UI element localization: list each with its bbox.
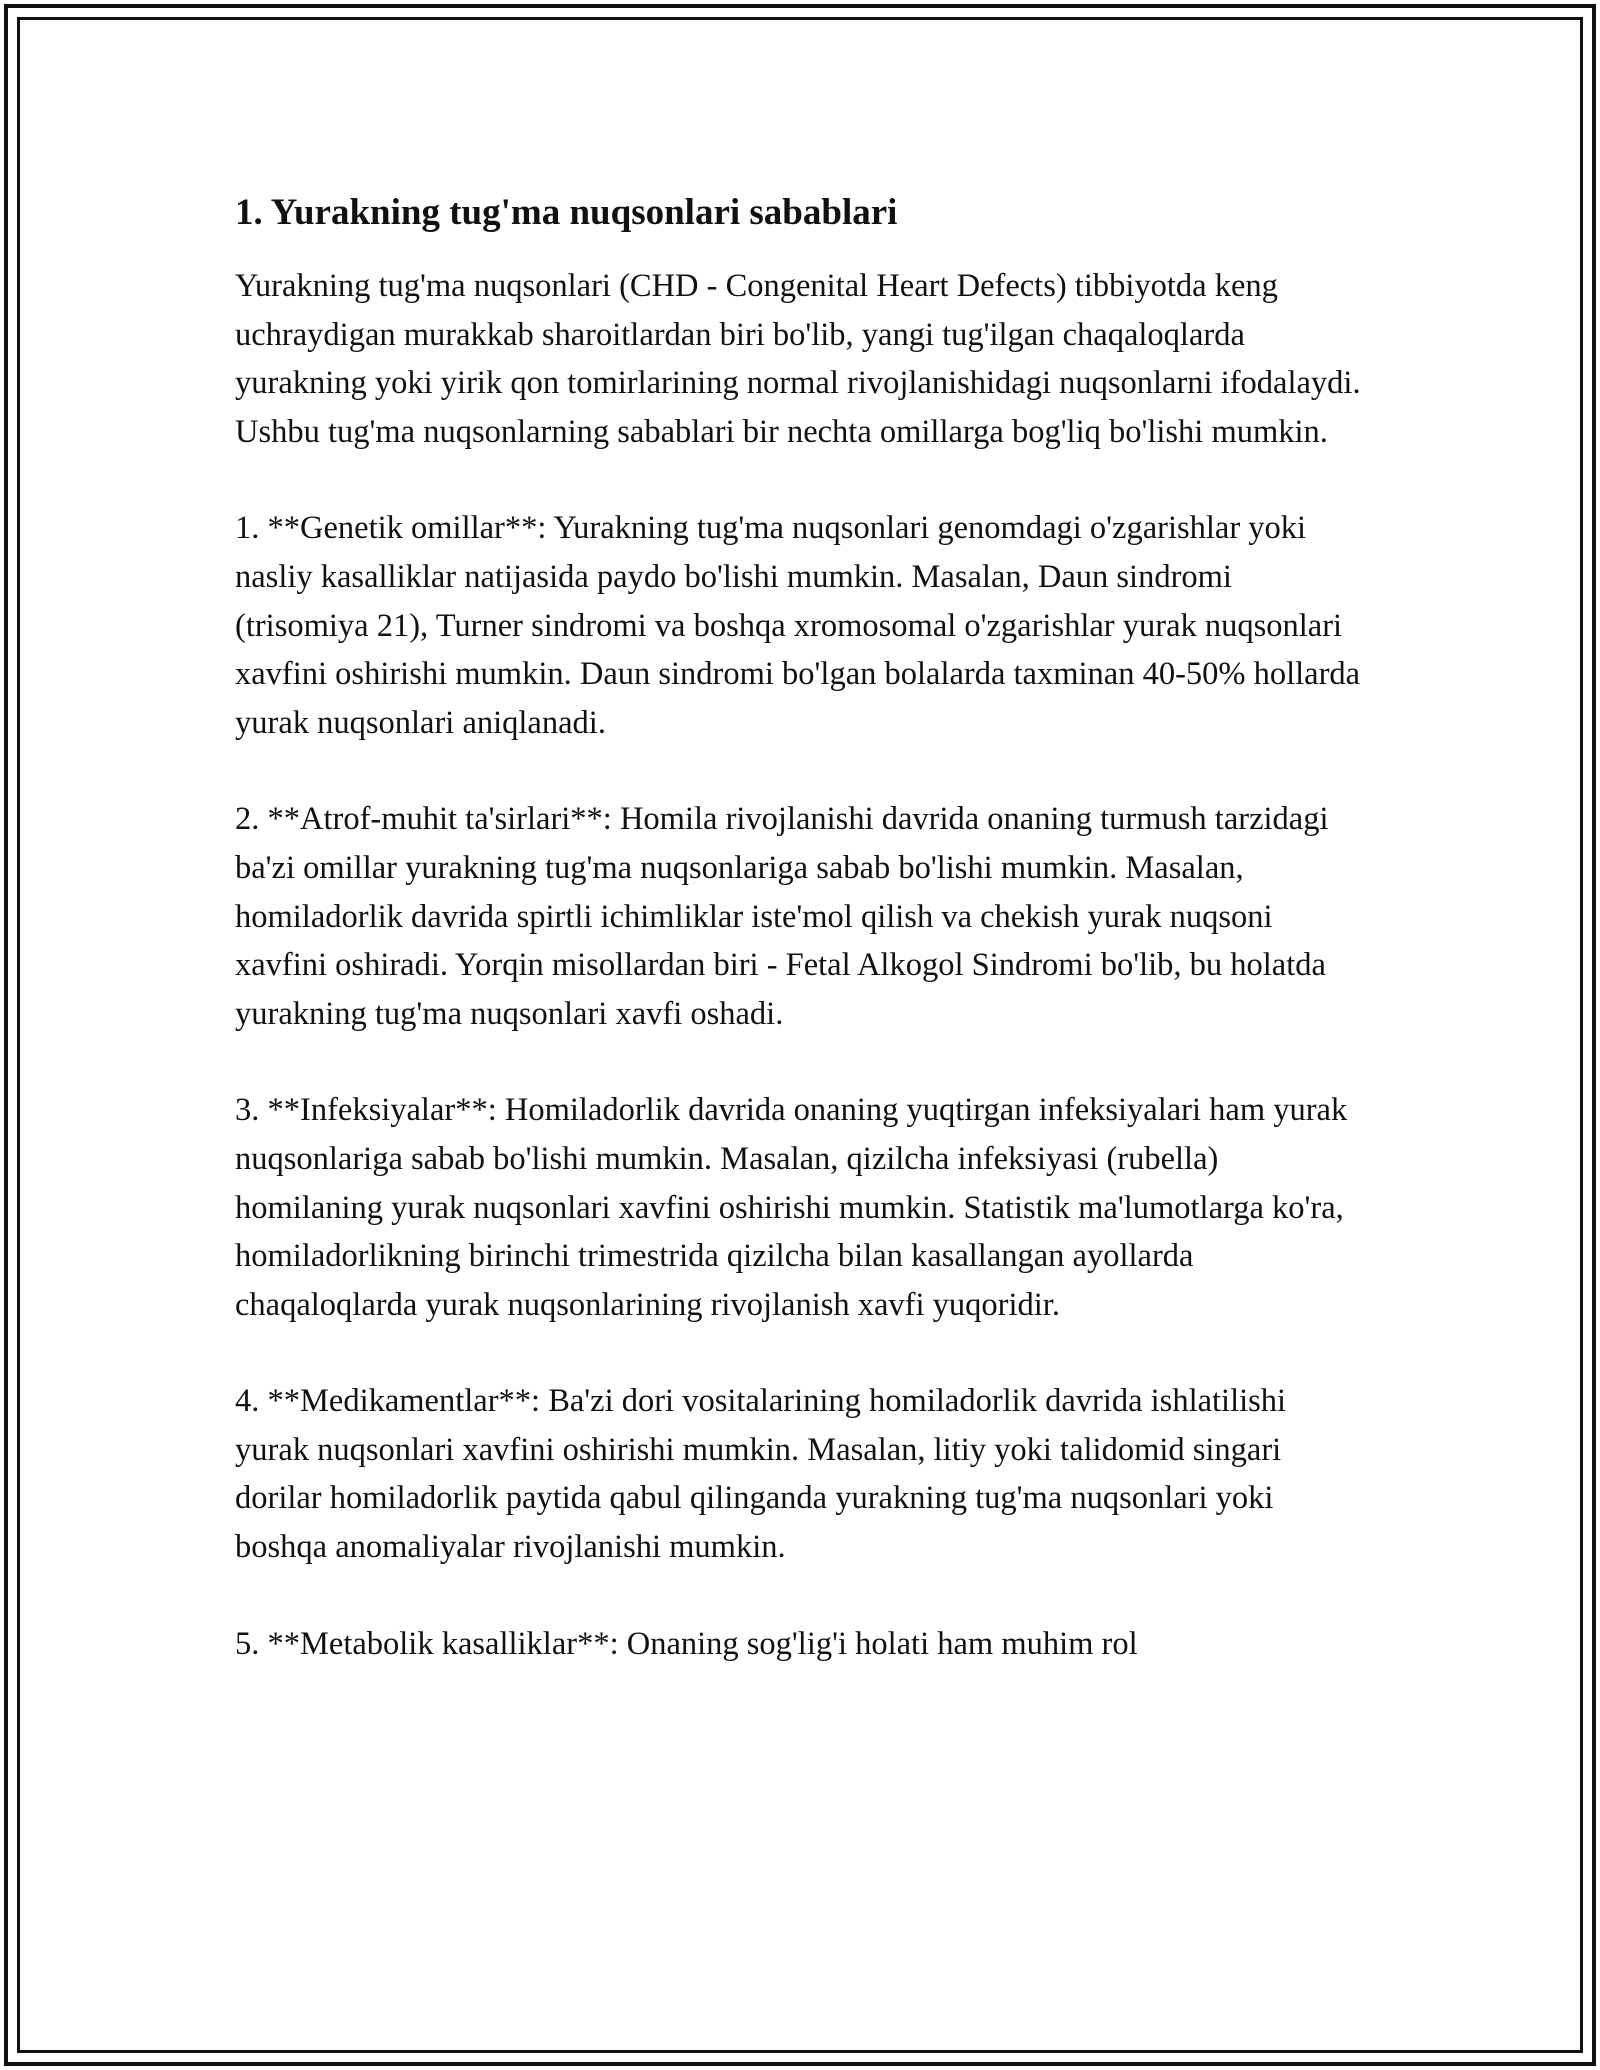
medications-paragraph: 4. **Medikamentlar**: Ba'zi dori vositalarining homiladorlik davrida ishlatilishi yurak nuqsonlari xavfini oshirishi mumkin. Masalan, litiy yoki talidomid singari dorilar homiladorlik paytida qabul qilinganda yurakning tug'ma nuqsonlari yoki boshqa anomaliyalar rivojlanishi mumkin. [235, 1383, 1287, 1566]
metabolic-diseases-paragraph: 5. **Metabolik kasalliklar**: Onaning sog'lig'i holati ham muhim rol [235, 1625, 1138, 1662]
intro-paragraph: Yurakning tug'ma nuqsonlari (CHD - Congenital Heart Defects) tibbiyotda keng uchraydigan murakkab sharoitlardan biri bo'lib, yangi tug'ilgan chaqaloqlarda yurakning yoki yirik qon tomirlarining normal rivojlanishidagi nuqsonlarni ifodalaydi. Ushbu tug'ma nuqsonlarning sabablari bir nechta omillarga bog'liq bo'lishi mumkin. [235, 268, 1361, 450]
infections-paragraph: 3. **Infeksiyalar**: Homiladorlik davrida onaning yuqtirgan infeksiyalari ham yurak nuqsonlariga sabab bo'lishi mumkin. Masalan, qizilcha infeksiyasi (rubella) homilaning yurak nuqsonlari xavfini oshirishi mumkin. Statistik ma'lumotlarga ko'ra, homiladorlikning birinchi trimestrida qizilcha bilan kasallangan ayollarda chaqaloqlarda yurak nuqsonlarining rivojlanish xavfi yuqoridir. [235, 1092, 1348, 1323]
section-heading: 1. Yurakning tug'ma nuqsonlari sabablari [235, 192, 898, 233]
document-body [235, 186, 1365, 1716]
environmental-factors-paragraph: 2. **Atrof-muhit ta'sirlari**: Homila rivojlanishi davrida onaning turmush tarzidagi ba'zi omillar yurakning tug'ma nuqsonlariga sabab bo'lishi mumkin. Masalan, homiladorlik davrida spirtli ichimliklar iste'mol qilish va chekish yurak nuqsoni xavfini oshiradi. Yorqin misollardan biri - Fetal Alkogol Sindromi bo'lib, bu holatda yurakning tug'ma nuqsonlari xavfi oshadi. [235, 801, 1329, 1032]
genetic-factors-paragraph: 1. **Genetik omillar**: Yurakning tug'ma nuqsonlari genomdagi o'zgarishlar yoki nasliy kasalliklar natijasida paydo bo'lishi mumkin. Masalan, Daun sindromi (trisomiya 21), Turner sindromi va boshqa xromosomal o'zgarishlar yurak nuqsonlari xavfini oshirishi mumkin. Daun sindromi bo'lgan bolalarda taxminan 40-50% hollarda yurak nuqsonlari aniqlanadi. [235, 510, 1361, 741]
